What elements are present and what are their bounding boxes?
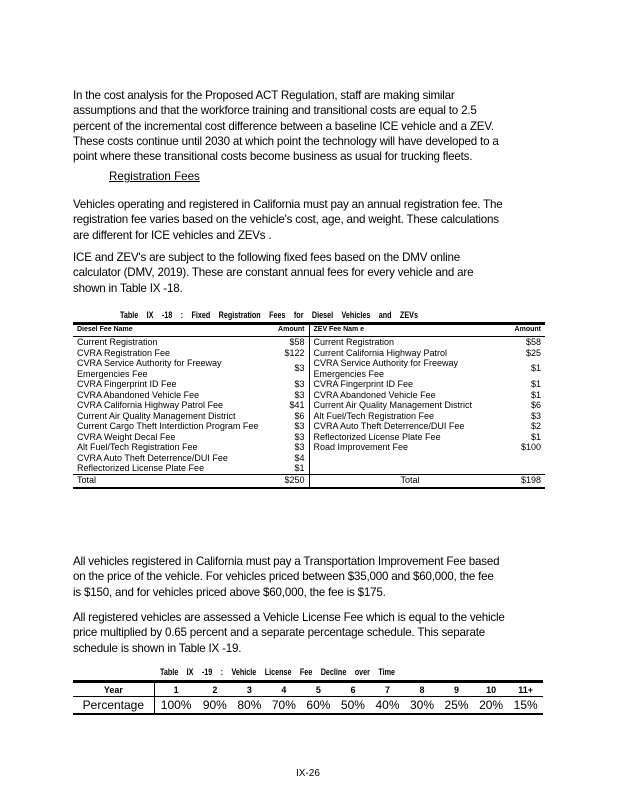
table-row [73,442,545,453]
text-line: All registered vehicles are assessed a Vehicle License Fee which is equal to the vehicle [73,611,505,624]
fee-amount: $3 [274,432,309,443]
table-header-row [73,324,545,337]
percentage-cell: 60% [306,698,331,712]
text-line: schedule is shown in Table IX -19. [73,641,242,655]
year-cell: 1 [154,682,197,697]
fee-name: CVRA Auto Theft Deterrence/DUI Fee [77,452,228,463]
diesel-fee-name-header: Diesel Fee Name [73,324,274,337]
paragraph-fixed-fees [73,250,553,296]
fee-amount: $25 [525,347,541,358]
year-cell: 7 [370,682,405,697]
diesel-amount-header: Amount [274,324,309,337]
text-line: In the cost analysis for the Proposed ACT Regulation, staff are making similar [73,89,455,102]
fee-name: Current Registration [77,337,158,347]
fee-amount: $6 [530,400,541,410]
fee-amount: $3 [274,358,309,379]
fee-amount: $1 [530,363,541,374]
year-cell: 6 [336,682,371,697]
percentage-cell: 90% [202,698,227,712]
year-cell: 2 [198,682,233,697]
percentage-cell: 100% [160,698,192,712]
text-line: percent of the incremental cost difference between a baseline ICE vehicle and a ZEV. [73,119,494,133]
fee-name: CVRA Abandoned Vehicle Fee [313,389,436,400]
fee-name: Current Air Quality Management District [77,410,236,421]
percentage-label: Percentage [73,697,154,715]
text-line: All vehicles registered in California must pay a Transportation Improvement Fee based [73,555,500,568]
fee-amount: $100 [520,442,541,452]
table-row [73,421,545,432]
fee-name: CVRA Registration Fee [77,347,171,358]
fee-amount: $3 [274,421,309,432]
fee-amount [511,453,545,464]
fee-name: CVRA Fingerprint ID Fee [313,379,414,389]
table-18-caption: Table IX -18 : Fixed Registration Fees for Diesel Vehicles and ZEVs [120,310,418,320]
zev-fee-name-header: ZEV Fee Nam e [309,324,511,337]
year-label: Year [73,682,154,697]
fee-name [309,453,511,464]
fee-amount: $1 [530,379,541,389]
total-row [73,474,545,488]
paragraph-transportation-fee [73,554,553,600]
fee-amount: $122 [274,348,309,359]
text-line: These costs continue until 2030 at which point the technology will have developed to a [73,134,499,148]
text-line: ICE and ZEV's are subject to the following fixed fees based on the DMV online [73,251,461,264]
percentage-cell: 70% [271,698,296,712]
page-number: IX-26 [296,768,320,779]
percentage-cell: 15% [513,698,538,712]
total-amount: $198 [511,474,545,488]
fee-name: Current Air Quality Management District [313,400,473,410]
fee-amount: $1 [274,463,309,474]
fee-name: CVRA California Highway Patrol Fee [77,400,224,410]
fee-name: CVRA Service Authority for Freeway Emergencies Fee [77,358,222,379]
table-row [73,337,545,348]
fee-amount: $58 [274,337,309,348]
year-cell: 8 [405,682,440,697]
fee-amount: $1 [530,431,541,442]
percentage-cell: 40% [375,698,400,712]
percentage-cell: 20% [479,698,504,712]
fee-name: CVRA Weight Decal Fee [77,431,176,442]
text-line: shown in Table IX -18. [73,281,183,295]
text-line: is $150, and for vehicles priced above $60,000, the fee is $175. [73,585,386,599]
fee-name: Current Cargo Theft Interdiction Program Fee [77,421,259,431]
text-line: on the price of the vehicle. For vehicles priced between $35,000 and $60,000, the fee [73,570,494,584]
text-line: price multiplied by 0.65 percent and a separate percentage schedule. This separate [73,626,485,640]
fee-amount: $6 [274,411,309,422]
text-line: Vehicles operating and registered in California must pay an annual registration fee. The [73,198,503,211]
percentage-row [73,697,543,715]
fee-amount: $3 [530,410,541,421]
paragraph-vehicle-license-fee [73,610,553,656]
fee-amount: $4 [274,453,309,464]
table-row [73,453,545,464]
year-cell: 11+ [508,682,543,697]
percentage-cell: 30% [410,698,435,712]
fee-name: Reflectorized License Plate Fee [77,463,205,473]
year-cell: 3 [232,682,267,697]
section-heading-registration-fees: Registration Fees [109,170,200,183]
total-amount: $250 [274,474,309,488]
fee-amount: $2 [530,421,541,431]
percentage-cell: 25% [444,698,469,712]
table-row [73,400,545,411]
vehicle-license-fee-table [73,680,543,715]
year-cell: 5 [301,682,336,697]
table-row [73,379,545,390]
total-label: Total [73,474,274,488]
fee-amount: $3 [274,379,309,390]
fee-amount: $3 [274,442,309,453]
fee-name: Current California Highway Patrol [313,347,448,358]
table-row [73,411,545,422]
table-row [73,348,545,359]
fee-name: CVRA Abandoned Vehicle Fee [77,389,200,400]
text-line: calculator (DMV, 2019). These are constant annual fees for every vehicle and are [73,266,474,280]
text-line: point where these transitional costs become business as usual for trucking fleets. [73,150,473,164]
fee-amount: $58 [525,337,541,347]
fee-name: CVRA Auto Theft Deterrence/DUI Fee [313,421,465,431]
fee-amount: $41 [274,400,309,411]
fee-name: Alt Fuel/Tech Registration Fee [313,410,435,421]
zev-amount-header: Amount [511,324,545,337]
year-row [73,682,543,697]
fee-name: Road Improvement Fee [313,442,409,452]
text-line: are different for ICE vehicles and ZEVs . [73,228,272,242]
text-line: registration fee varies based on the vehicle's cost, age, and weight. These calculations [73,213,499,227]
table-row [73,432,545,443]
paragraph-registration-fee [73,197,553,243]
text-line: assumptions and that the workforce training and transitional costs are equal to 2.5 [73,104,477,118]
table-row [73,390,545,401]
fee-name: Reflectorized License Plate Fee [313,431,441,442]
table-row [73,463,545,474]
fixed-registration-fees-table [73,322,545,489]
year-cell: 10 [474,682,509,697]
fee-name: Current Registration [313,337,395,347]
percentage-cell: 80% [237,698,262,712]
fee-amount [511,463,545,474]
fixed-registration-fees-table-body [73,324,545,488]
fee-amount: $1 [530,389,541,400]
fee-name: Alt Fuel/Tech Registration Fee [77,442,198,452]
fee-name: CVRA Fingerprint ID Fee [77,379,177,389]
year-cell: 9 [439,682,474,697]
fee-name: CVRA Service Authority for Freeway Emergencies Fee [313,358,459,379]
total-label: Total [309,474,511,488]
table-19-caption: Table IX -19 : Vehicle License Fee Decline over Time [160,667,396,677]
fee-amount: $3 [274,390,309,401]
table-row [73,358,545,379]
fee-name [309,463,511,474]
paragraph-cost-analysis [73,88,553,164]
percentage-cell: 50% [340,698,365,712]
year-cell: 4 [267,682,302,697]
